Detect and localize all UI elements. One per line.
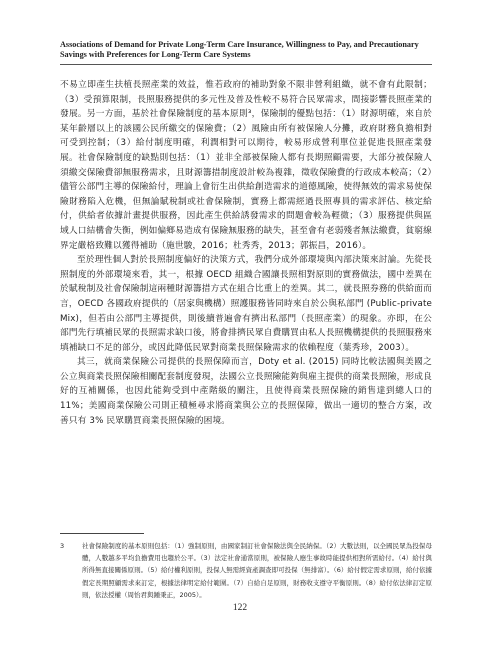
footnote-text: 社會保險制度的基本原則包括：（1）強制原則，由國家制訂社會保險法與全民納保。（2）大數法則，以全國民眾為投保母體，人數越多平均負擔費用也趨於公平。（3）法定社會通當原則，被保險人應生事故時能提供相對所需給付。（4）給付與所得無直接關係原則。（5）給付權利原則，投保人無需經資產調查即可投保（無排富）。（6）給付假定需求原則，給付依據假定長期照顧需求來訂定，根據法律明定給付範圍。（7）自給自足原則，財務收支遵守平衡原則。（8）給付依法律訂定原則，依法授權（周怡君與鍾秉正，2005）。 xyxy=(82,542,432,599)
body-text xyxy=(60,78,432,428)
paragraph-3: 其三，就商業保險公司提供的長照保障而言，Doty et al. (2015) 同時比較法國與美國之公立與商業長照保險相關配套制度發現，法國公立長照險能夠與雇主提供的商業長照險，形成良好的互補關係，也因此能夠受到中產階級的關注，且使得商業長照保險的銷售達到總人口的 11%；美國商業保險公司則正積極尋求將商業與公立的長照保障，做出一適切的整合方案，改善只有 3% 民眾購買商業長照保險的困境。 xyxy=(60,357,432,426)
running-header xyxy=(60,40,432,60)
paragraph-2: 至於理性個人對於長照制度偏好的決策方式，我們分成外部環境與內部決策來討論。先從長照制度的外部環境來看，其一，根據 OECD 組織合國讓長照相對原則的實務做法，國中差異在於賦稅制及社會保險制這兩種財源籌措方式在組合比重上的差異。其二，就長照券務的供給面而言，OECD 各國政府提供的（居家與機構）照護服務皆同時來自於公與私部門 (Public-private Mix)，但若由公部門主導提供，則後續普遍會有擠出私部門（長照產業）的現象。亦即，在公部門先行填補民眾的長照需求缺口後，將會排擠民眾自費購買由私人長照機構提供的長照服務來填補缺口不足的部分，或因此降低民眾對商業長照保險需求的依賴程度（葉秀珍，2003）。 xyxy=(60,255,432,353)
page-number: 122 xyxy=(232,603,248,613)
footnote xyxy=(60,540,432,601)
footnote-number: 3 xyxy=(60,542,65,550)
paragraph-1: 不易立即產生扶植長照產業的效益，惟若政府的補助對象不限非營利組織，就不會有此限制；（3）受預算限制，長照服務提供的多元性及普及性較不易符合民眾需求，間接影響長照產業的發展。另一方面，基於社會保險制度的基本原則³，保險制的優點包括：（1）財源明確，來自於某年齡層以上的該國公民所繳交的保險費；（2）風險由所有被保險人分攤，政府財務負擔相對可受到控制；（3）給付制度明確，利潤相對可以期待，較易形成營利單位並促進長照產業發展。社會保險制度的缺點則包括：（1）並非全部被保險人都有長期照顧需要，大部分被保險人須繳交保險費卻無服務需求，且財源籌措制度設計較為複雜，徵收保險費的行政成本較高；（2）儘管公部門主導的保險給付，理論上會衍生出供給創造需求的道德風險，使得無效的需求易使保險財務陷入危機，但無論賦稅制或社會保險制，實務上都需經過長照專員的需求評估、核定給付，供給者依據計畫提供服務，因此產生供給誘發需求的問題會較為輕微；（3）服務提供與區域人口結構會失衡，例如偏鄉易造成有保險無服務的缺失，甚至會有老弱殘者無法繳費，貧窮線界定嚴格致難以獲得補助（施世駿，2016；杜秀秀，2013；郭振昌，2016）。 xyxy=(60,80,432,251)
footnote-divider xyxy=(60,533,144,534)
running-header-line-2: Savings with Preferences for Long-Term Care Systems xyxy=(60,50,251,59)
header-divider xyxy=(60,64,432,65)
running-header-line-1: Associations of Demand for Private Long-Term Care Insurance, Willingness to Pay, and Precautionary xyxy=(60,40,419,49)
